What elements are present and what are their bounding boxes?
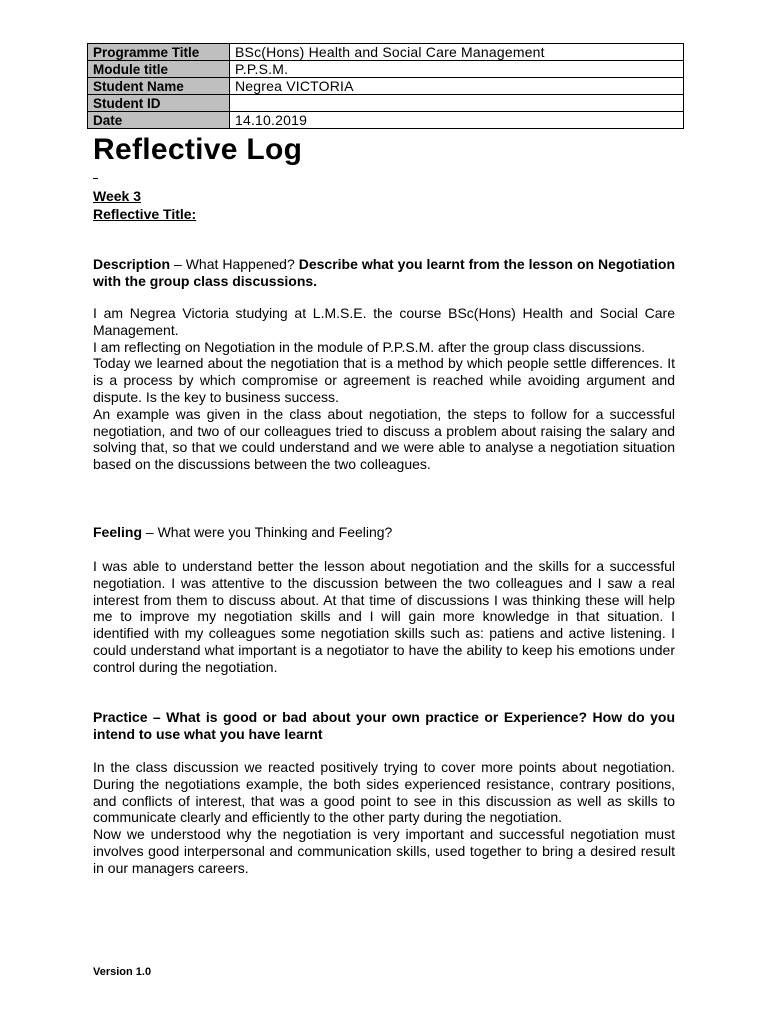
module-title-value: P.P.S.M. bbox=[230, 61, 684, 78]
feeling-heading bbox=[93, 524, 675, 541]
student-name-value: Negrea VICTORIA bbox=[230, 78, 684, 95]
table-row bbox=[88, 61, 684, 78]
reflective-title-heading: Reflective Title: bbox=[93, 206, 197, 222]
student-name-label: Student Name bbox=[88, 78, 230, 95]
practice-text bbox=[93, 759, 675, 877]
programme-title-value: BSc(Hons) Health and Social Care Management bbox=[230, 44, 684, 61]
version-footer: Version 1.0 bbox=[93, 966, 152, 978]
table-row bbox=[88, 95, 684, 112]
practice-prompt: Practice – What is good or bad about your own practice or Experience? How do you intend to use what you have learnt bbox=[93, 709, 675, 742]
description-heading bbox=[93, 256, 675, 290]
date-label: Date bbox=[88, 112, 230, 129]
description-prompt: Describe what you learnt from the lesson on Negotiation with the group class discussions. bbox=[93, 256, 675, 289]
paragraph: An example was given in the class about negotiation, the steps to follow for a successful negotiation, and two of our colleagues tried to discuss a problem about raising the salary and solving that, so that we could understand and we were able to analyse a negotiation situation based on the discussions between the two colleagues. bbox=[93, 405, 675, 473]
table-row bbox=[88, 78, 684, 95]
document-title: Reflective Log bbox=[93, 133, 303, 166]
header-table bbox=[87, 43, 684, 129]
module-title-label: Module title bbox=[88, 61, 230, 78]
student-id-value bbox=[230, 95, 684, 112]
paragraph: I was able to understand better the lesson about negotiation and the skills for a successful negotiation. I was attentive to the discussion between the two colleagues and I saw a real interest from them to discuss about. At that time of discussions I was thinking these will help me to improve my negotiation skills and I will gain more knowledge in that situation. I identified with my colleagues some negotiation skills such as: patiens and active listening. I could understand what important is a negotiator to have the ability to keep his emotions under control during the negotiation. bbox=[93, 558, 675, 675]
description-dash: – What Happened? bbox=[170, 256, 299, 272]
underline-mark bbox=[93, 178, 98, 179]
feeling-text bbox=[93, 558, 675, 676]
description-label: Description bbox=[93, 256, 171, 272]
programme-title-label: Programme Title bbox=[88, 44, 230, 61]
table-row bbox=[88, 44, 684, 61]
paragraph: In the class discussion we reacted positively trying to cover more points about negotiation. During the negotiations example, the both sides experienced resistance, contrary positions, and conflicts of interest, that was a good point to see in this discussion as well as skills to communicate clearly and efficiently to the other party during the negotiation. bbox=[93, 759, 675, 826]
week-heading: Week 3 bbox=[93, 188, 141, 204]
paragraph: I am reflecting on Negotiation in the module of P.P.S.M. after the group class discussions. bbox=[93, 338, 646, 355]
feeling-label: Feeling bbox=[93, 524, 143, 540]
student-id-label: Student ID bbox=[88, 95, 230, 112]
table-row bbox=[88, 112, 684, 129]
description-text bbox=[93, 305, 675, 473]
date-value: 14.10.2019 bbox=[230, 112, 684, 129]
feeling-prompt: – What were you Thinking and Feeling? bbox=[142, 524, 393, 540]
paragraph: Today we learned about the negotiation that is a method by which people settle differences. It is a process by which compromise or agreement is reached while avoiding argument and dispute. Is the key to business success. bbox=[93, 355, 675, 405]
paragraph: I am Negrea Victoria studying at L.M.S.E. the course BSc(Hons) Health and Social Care Management. bbox=[93, 305, 675, 338]
paragraph: Now we understood why the negotiation is very important and successful negotiation must involves good interpersonal and communication skills, used together to bring a desired result in our managers careers. bbox=[93, 826, 675, 876]
practice-heading bbox=[93, 709, 675, 743]
